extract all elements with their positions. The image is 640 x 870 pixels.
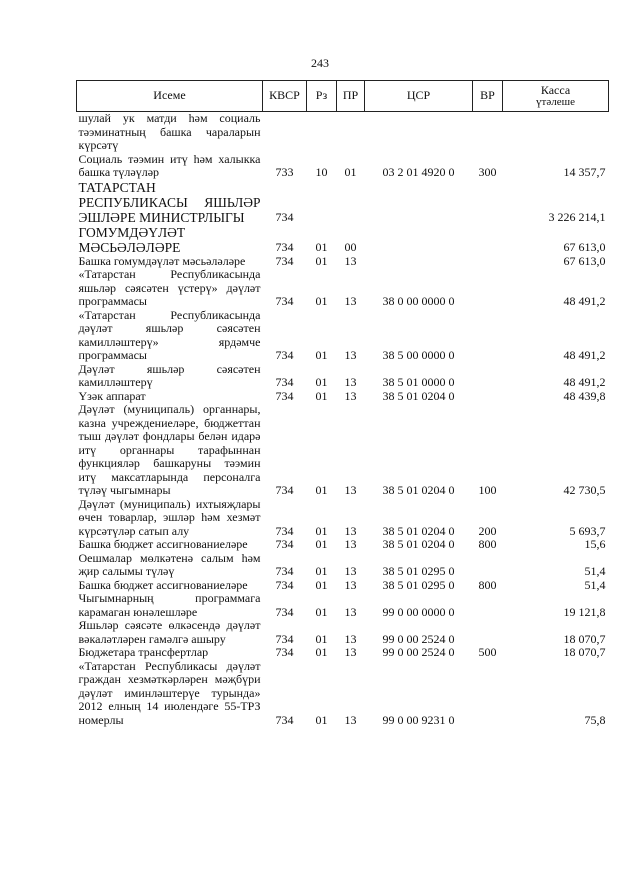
cell-pr: 13 <box>344 253 357 268</box>
table-row <box>77 112 609 153</box>
cell-name: ТАТАРСТАН РЕСПУБЛИКАСЫ ЯШЬЛӘР ЭШЛӘРЕ МИНИСТРЛЫГЫ <box>78 179 261 225</box>
cell-rz: 01 <box>315 294 328 308</box>
header-kassa <box>503 81 609 112</box>
cell-csr: 38 5 01 0204 0 <box>382 388 455 403</box>
cell-csr <box>365 255 473 269</box>
cell-name: Оешмалар мөлкәтенә салым һәм җир салымы түләү <box>78 550 261 578</box>
cell-pr: 13 <box>344 537 357 551</box>
cell-kvsr <box>263 112 307 153</box>
cell-rz: 01 <box>315 375 328 389</box>
cell-rz: 01 <box>315 645 328 659</box>
cell-pr: 13 <box>344 604 357 619</box>
cell-csr: 99 0 00 0000 0 <box>382 604 455 619</box>
cell-name: Башка бюджет ассигнованиеләре <box>78 577 248 592</box>
cell-rz <box>307 180 337 225</box>
cell-name: «Татарстан Республикасы дәүләт граждан хезмәткәрләрен мәҗбүри дәүләт иминләштерүе турында» 2012 елның 14 июлендәге 55-ТРЗ номерлы <box>78 658 261 727</box>
cell-rz: 10 <box>315 165 328 179</box>
cell-rz: 01 <box>315 604 328 619</box>
table-row <box>77 619 609 646</box>
cell-vr <box>473 660 503 728</box>
cell-kassa: 75,8 <box>584 712 606 727</box>
table-row <box>77 592 609 619</box>
cell-csr: 03 2 01 4920 0 <box>382 165 455 179</box>
table-row <box>77 363 609 390</box>
table-header <box>77 81 609 112</box>
cell-kvsr: 734 <box>275 577 294 592</box>
cell-csr <box>365 112 473 153</box>
cell-pr: 13 <box>344 631 357 646</box>
table-row <box>77 153 609 180</box>
cell-kassa: 51,4 <box>584 577 606 592</box>
table-row <box>77 390 609 404</box>
cell-pr: 13 <box>344 645 357 659</box>
cell-csr: 38 5 01 0000 0 <box>382 375 455 389</box>
cell-kvsr: 734 <box>275 253 294 268</box>
budget-table-container <box>76 80 608 727</box>
table-row <box>77 646 609 660</box>
table-row <box>77 309 609 363</box>
cell-vr <box>473 255 503 269</box>
cell-vr <box>473 309 503 363</box>
cell-csr: 38 5 00 0000 0 <box>382 348 455 362</box>
cell-name: Дәүләт (муниципаль) ихтыяҗлары өчен товарлар, эшләр һәм хезмәт күрсәтүләр сатып алу <box>78 496 261 538</box>
cell-vr <box>473 390 503 404</box>
cell-kvsr: 734 <box>275 294 294 308</box>
cell-kassa: 19 121,8 <box>563 604 606 619</box>
cell-kvsr: 734 <box>275 645 294 659</box>
cell-csr: 99 0 00 9231 0 <box>382 712 455 727</box>
cell-pr: 13 <box>344 523 357 538</box>
cell-kassa: 18 070,7 <box>563 645 606 659</box>
cell-rz: 01 <box>315 523 328 538</box>
cell-pr: 13 <box>344 375 357 389</box>
cell-csr: 38 5 01 0204 0 <box>382 523 455 538</box>
cell-vr: 500 <box>478 645 497 659</box>
cell-vr: 300 <box>478 165 497 179</box>
cell-vr: 100 <box>478 483 497 497</box>
cell-name: Чыгымнарның программага карамаган юнәлешләре <box>78 591 261 619</box>
cell-rz: 01 <box>315 388 328 403</box>
cell-pr: 13 <box>344 483 357 497</box>
cell-kvsr: 734 <box>275 523 294 538</box>
cell-kassa: 67 613,0 <box>563 240 606 254</box>
cell-rz: 01 <box>315 348 328 362</box>
cell-kassa: 14 357,7 <box>563 165 606 179</box>
cell-rz: 01 <box>315 253 328 268</box>
cell-rz: 01 <box>315 631 328 646</box>
cell-csr: 99 0 00 2524 0 <box>382 631 455 646</box>
cell-pr: 13 <box>344 348 357 362</box>
cell-kvsr: 734 <box>275 240 294 254</box>
cell-csr: 99 0 00 2524 0 <box>382 645 455 659</box>
cell-kassa <box>503 112 609 153</box>
cell-kvsr: 734 <box>275 564 294 578</box>
cell-vr: 800 <box>478 537 497 551</box>
cell-name: Дәүләт (муниципаль) органнары, казна учреждениеләре, бюджеттан тыш дәүләт фондлары белән идарә итү органнары тарафыннан функцияләр башкаруны тәэмин итү максатларында персоналга түләү чыгымнары <box>78 402 261 497</box>
cell-kvsr: 734 <box>275 483 294 497</box>
cell-kvsr: 734 <box>275 375 294 389</box>
cell-csr: 38 5 01 0204 0 <box>382 537 455 551</box>
header-csr: ЦСР <box>365 81 473 112</box>
cell-kassa: 48 491,2 <box>563 294 606 308</box>
cell-vr <box>473 180 503 225</box>
cell-csr: 38 0 00 0000 0 <box>382 294 455 308</box>
cell-kassa: 51,4 <box>584 564 606 578</box>
cell-kassa: 42 730,5 <box>563 483 606 497</box>
header-rz: Рз <box>307 81 337 112</box>
table-row <box>77 180 609 225</box>
header-kassa-line1: Касса <box>540 82 571 97</box>
cell-pr: 13 <box>344 577 357 592</box>
cell-kvsr: 734 <box>275 631 294 646</box>
cell-rz: 01 <box>315 712 328 727</box>
cell-vr: 800 <box>478 577 497 592</box>
cell-vr: 200 <box>478 523 497 538</box>
table-row <box>77 660 609 728</box>
cell-vr <box>473 363 503 390</box>
cell-vr <box>473 592 503 619</box>
cell-vr <box>473 112 503 153</box>
cell-kvsr: 734 <box>275 348 294 362</box>
cell-pr: 13 <box>344 564 357 578</box>
cell-name: Үзәк аппарат <box>78 388 146 403</box>
header-name: Исеме <box>77 81 263 112</box>
cell-name: Социаль тәэмин итү һәм халыкка башка түләүләр <box>78 151 261 179</box>
cell-kassa: 3 226 214,1 <box>548 210 606 224</box>
cell-vr <box>473 268 503 309</box>
table-row <box>77 552 609 579</box>
cell-csr: 38 5 01 0295 0 <box>382 564 455 578</box>
cell-kassa: 48 491,2 <box>563 375 606 389</box>
cell-kassa: 18 070,7 <box>563 631 606 646</box>
header-kassa-line2: үтәлеше <box>536 96 575 109</box>
cell-pr <box>337 180 365 225</box>
cell-kassa: 5 693,7 <box>569 523 606 538</box>
cell-rz: 01 <box>315 240 328 254</box>
cell-pr <box>337 112 365 153</box>
cell-name: Яшьләр сәясәте өлкәсендә дәүләт вәкаләтләрен гамәлгә ашыру <box>78 618 261 646</box>
cell-csr <box>365 180 473 225</box>
cell-rz: 01 <box>315 577 328 592</box>
table-row <box>77 403 609 498</box>
cell-kvsr: 734 <box>275 537 294 551</box>
table-row <box>77 268 609 309</box>
page-number: 243 <box>311 56 329 70</box>
cell-kassa: 48 491,2 <box>563 348 606 362</box>
cell-rz <box>307 112 337 153</box>
cell-kvsr: 734 <box>275 210 294 224</box>
cell-kvsr: 734 <box>275 604 294 619</box>
table-row <box>77 538 609 552</box>
cell-csr: 38 5 01 0204 0 <box>382 483 455 497</box>
table-body <box>77 112 609 728</box>
cell-vr <box>473 225 503 255</box>
cell-kvsr: 734 <box>275 388 294 403</box>
cell-name: ГОМУМДӘҮЛӘТ МӘСЬӘЛӘЛӘРЕ <box>78 224 186 255</box>
cell-name: Башка бюджет ассигнованиеләре <box>78 537 248 551</box>
cell-name: Дәүләт яшьләр сәясәтен камилләштерү <box>78 361 261 389</box>
cell-kvsr: 733 <box>275 165 294 179</box>
table-row <box>77 579 609 593</box>
table-row <box>77 255 609 269</box>
header-pr: ПР <box>337 81 365 112</box>
cell-pr: 13 <box>344 712 357 727</box>
cell-name: шулай ук матди һәм социаль тәэминатның башка чараларын күрсәтү <box>78 111 261 152</box>
cell-rz: 01 <box>315 564 328 578</box>
table-row <box>77 498 609 539</box>
cell-rz: 01 <box>315 483 328 497</box>
cell-name: «Татарстан Республикасында яшьләр сәясәтен үстерү» дәүләт программасы <box>78 267 261 308</box>
header-kvsr: КВСР <box>263 81 307 112</box>
header-vr: ВР <box>473 81 503 112</box>
cell-csr: 38 5 01 0295 0 <box>382 577 455 592</box>
cell-name: «Татарстан Республикасында дәүләт яшьләр сәясәтен камилләштерү» ярдәмче программасы <box>78 307 261 362</box>
cell-rz: 01 <box>315 537 328 551</box>
cell-name: Башка гомумдәүләт мәсьәләләре <box>78 253 246 268</box>
cell-vr <box>473 552 503 579</box>
cell-pr: 13 <box>344 388 357 403</box>
cell-pr: 01 <box>344 165 357 179</box>
cell-pr: 00 <box>344 240 357 254</box>
cell-kassa: 67 613,0 <box>563 253 606 268</box>
table-row <box>77 225 609 255</box>
cell-pr: 13 <box>344 294 357 308</box>
cell-name: Бюджетара трансфертлар <box>78 645 209 659</box>
header-row <box>77 81 609 112</box>
cell-kvsr: 734 <box>275 712 294 727</box>
cell-kassa: 15,6 <box>584 537 606 551</box>
cell-vr <box>473 619 503 646</box>
budget-table <box>76 80 609 727</box>
cell-kassa: 48 439,8 <box>563 388 606 403</box>
cell-csr <box>365 225 473 255</box>
